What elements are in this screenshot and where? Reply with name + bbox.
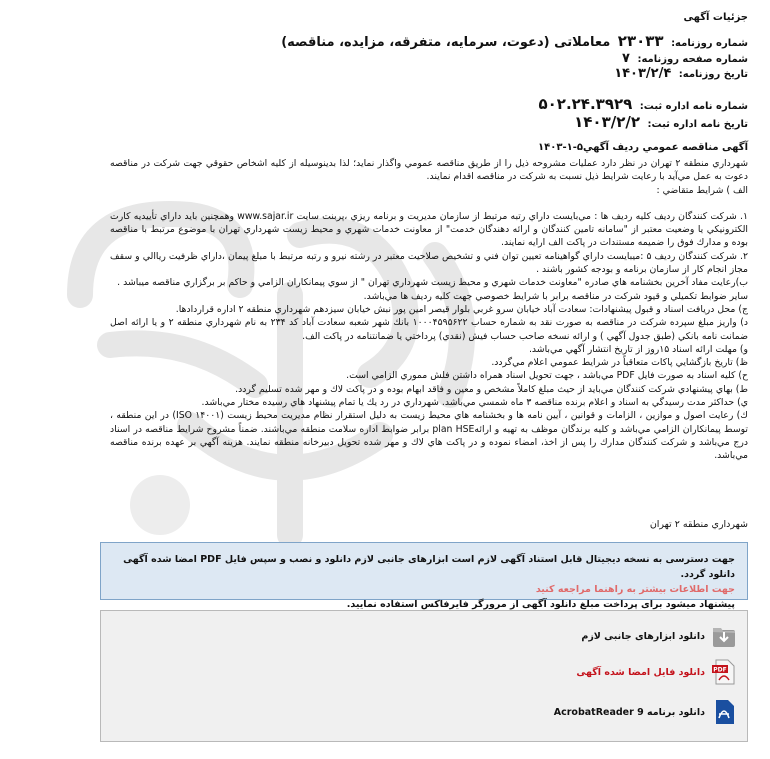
download-acrobat-link[interactable] — [554, 697, 737, 727]
page-number: ۷ — [622, 51, 630, 66]
folder-download-icon — [711, 622, 737, 650]
newspaper-number: ۲۳۰۳۳ — [617, 32, 664, 50]
ad-paragraph: ساير ضوابط تكميلي و قيود شركت در مناقصه برابر با شرايط خصوصي جهت كليه رديف ها مي‌باشد. — [363, 290, 748, 302]
ad-paragraph: ۱. شركت كنندگان رديف كليه رديف ها : مي‌بايست داراي رتبه مرتبط از سازمان مديريت و برنامه ريزي ،پربنت سايت www.sajar.ir وهمچنين بايد داراي تأييديه كارت الكترونيكي يا وضعيت معتبر از "سامانه تامين كنندگان و ارائه دهندگان خدمت" از معاونت خدمات شهري و محيط زيست شهرداري تهران با موضوع مرتبط با مناقصه بوده و مدارك فوق را ضميمه مستندات در پاكت الف ارايه نمايند. — [110, 210, 749, 249]
newspaper-date-label: تاریخ روزنامه: — [678, 69, 748, 80]
ad-paragraph: و) مهلت ارائه اسناد ۱۵روز از تاريخ انتشار آگهي مي‌باشد. — [528, 343, 748, 355]
ad-paragraph: ظ) تاريخ بازگشايي پاكات متعاقباً در شرايط عمومي اعلام مي‌گردد. — [491, 357, 748, 369]
download-tools-label: دانلود ابزارهای جانبی لازم — [581, 630, 705, 642]
paragraph-gap — [110, 197, 748, 210]
newspaper-date: ۱۴۰۳/۲/۴ — [614, 66, 672, 81]
registry-letter-date-row — [574, 113, 748, 131]
info-line: جهت دسترسی به نسخه دیجیتال قابل استناد آگهی لازم است ابزارهای جانبی لازم دانلود و نصب و سپس فایل PDF امضا شده آگهی دانلود گردد. — [123, 554, 735, 580]
info-line: پیشنهاد میشود برای پرداخت مبلغ دانلود آگهی از مرورگر فایرفاکس استفاده نمایید. — [346, 599, 735, 610]
ad-body — [110, 157, 748, 463]
newspaper-number-label: شماره روزنامه: — [671, 38, 748, 49]
page-number-label: شماره صفحه روزنامه: — [637, 54, 748, 65]
registry-letter-number-row — [538, 95, 748, 113]
download-acrobat-label: دانلود برنامه AcrobatReader 9 — [553, 706, 705, 718]
ad-category: معاملاتی (دعوت، سرمایه، متفرقه، مزایده، مناقصه) — [281, 35, 611, 50]
ad-paragraph: شهرداري منطقه ۲ تهران در نظر دارد عمليات مشروحه ذيل را از طريق مناقصه عمومي واگذار نمايد؛ لذا بدينوسيله از كليه اشخاص حقوقي جهت شركت در مناقصه دعوت به عمل مي‌آيد با رعايت شرايط ذيل نسبت به شركت در مناقصه اقدام نمايند. — [110, 158, 748, 183]
guide-link[interactable]: جهت اطلاعات بیشتر به راهنما مراجعه کنید — [535, 584, 735, 595]
download-tools-link[interactable] — [581, 621, 737, 651]
ad-paragraph: ۲. شركت كنندگان رديف ۵ :ميبايست داراي گواهينامه تعيين توان فني و تشخيص صلاحيت معتبر در رشته نيرو و رتبه مرتبط با مبلغ پيمان ،داراي ظرفيت رياالي و سقف مجاز انجام كار از سازمان برنامه و بودجه كشور باشند . — [110, 250, 748, 276]
registry-letter-number: ۵۰۲.۲۴.۳۹۲۹ — [538, 95, 633, 113]
newspaper-number-row — [281, 32, 748, 50]
ad-paragraph: ح) كليه اسناد به صورت فايل PDF مي‌باشد ، جهت تحويل اسناد همراه داشتن فلش مموري الزامي است. — [346, 370, 748, 382]
registry-letter-date: ۱۴۰۳/۲/۲ — [574, 113, 640, 131]
ad-paragraph: ب)رعايت مفاد آخرين بخشنامه هاي صادره "معاونت خدمات شهري و محيط زيست شهرداري تهران " از سوي پيمانكاران الزامي و حاكم بر برگزاري مناقصه ميباشد . — [117, 277, 748, 289]
ad-paragraph: د) واريز مبلغ سپرده شركت در مناقصه به صورت نقد به شماره حساب ۱۰۰۰۴۵۹۵۶۲۲ بانك شهر شعبه سعادت آباد كد ۲۳۴ به نام شهرداري منطقه ۲ و يا ارائه اصل ضمانت نامه بانكي (طبق جدول آگهي ) و ارائه نسخه صاحب حساب فيش (نقدي) پرداختي يا ضمانتنامه در پاكت الف. — [110, 317, 748, 342]
ad-signature: شهرداري منطقه ۲ تهران — [649, 519, 748, 530]
ad-paragraph: ج) محل دريافت اسناد و قبول پيشنهادات: سعادت آباد خيابان سرو غربي بلوار قيصر امين پور نبش خيابان سيزدهم شهرداري منطقه ۲ اداره قراردادها. — [175, 303, 748, 315]
ad-paragraph: ط) بهاي پيشنهادي شركت كنندگان مي‌بايد از حيث مبلغ كاملاً مشخص و معين و فاقد ابهام بوده و در پاكت لاك و مهر شده تسليم گردد. — [235, 383, 748, 395]
registry-letter-number-label: شماره نامه اداره ثبت: — [639, 101, 748, 112]
ad-paragraph: الف ) شرايط متقاضي : — [656, 184, 748, 196]
registry-letter-date-label: تاریخ نامه اداره ثبت: — [647, 119, 748, 130]
page-number-row — [622, 51, 748, 66]
ad-paragraph: ي) حداكثر مدت رسيدگي به اسناد و اعلام برنده مناقصه ۳ ماه شمسي مي‌باشد. شهرداري در رد يك يا تمام پيشنهاد هاي رسيده مختار مي‌باشد. — [201, 397, 748, 409]
ad-paragraph: ك) رعايت اصول و موازين ، الزامات و قوانين ، آيين نامه ها و بخشنامه هاي محيط زيست به دليل استقرار نظام مديريت محيط زيست (ISO ۱۴۰۰۱) در اين منطقه ، توسط پيمانكاران الزامي مي‌باشد و كليه برندگان موظف به تهيه و ارائهplan HSE برابر ضوابط اداره سلامت منطقه مي‌باشند. ضمناً مشروح شرايط مناقصه در اسناد درج مي‌باشد و شركت كنندگان مدارك را پس از اخذ، امضاء نموده و در پاكت هاي لاك و مهر شده تحويل دبيرخانه منطقه نمايند. هزينه آگهي بر عهده برنده مناقصه مي‌باشد. — [110, 410, 748, 462]
download-signed-pdf-label: دانلود فایل امضا شده آگهی — [576, 666, 705, 678]
pdf-icon-text: PDF — [713, 666, 727, 674]
downloads-box — [100, 610, 748, 742]
digital-copy-info-box — [100, 542, 748, 610]
pdf-file-icon — [711, 658, 737, 686]
section-title: جزئیات آگهی — [683, 12, 748, 23]
acrobat-reader-icon — [711, 698, 737, 726]
download-signed-pdf-link[interactable] — [576, 657, 737, 687]
ad-title: آگهی مناقصه عمومي رديف آگهي۵-۱-۱۴۰۳ — [538, 142, 748, 153]
newspaper-date-row — [614, 66, 748, 81]
